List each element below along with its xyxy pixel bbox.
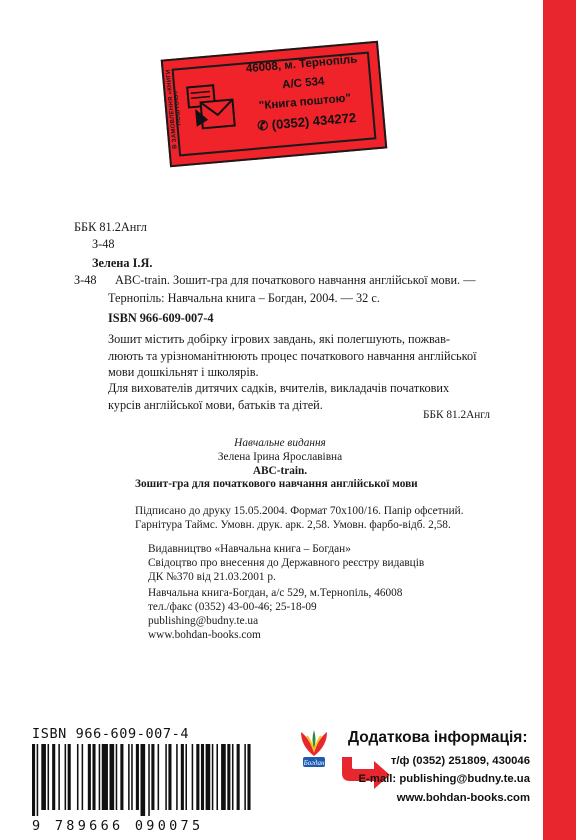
barcode-bar (120, 744, 123, 810)
barcode-isbn-label: ISBN 966-609-007-4 (32, 726, 190, 742)
publisher-logo-icon (297, 728, 331, 772)
description-line-1: Зошит містить добірку ігрових завдань, які полегшують, пожвав- (108, 332, 450, 346)
barcode-bar (32, 744, 35, 816)
barcode-bar (110, 744, 115, 810)
barcode-bar (206, 744, 211, 810)
barcode-bar (48, 744, 50, 810)
barcode-bar (165, 744, 167, 810)
barcode-bar (151, 744, 154, 810)
certificate-line-2: ДК №370 від 21.03.2001 р. (148, 571, 276, 583)
publisher-website: www.bohdan-books.com (148, 629, 261, 641)
author-code-2: З-48 (74, 273, 97, 287)
barcode-bar (102, 744, 108, 810)
book-title: ABC-train. (252, 465, 308, 477)
barcode-bar (212, 744, 214, 810)
barcode-bar (37, 744, 39, 816)
additional-website: www.bohdan-books.com (396, 792, 530, 804)
barcode-bars (28, 744, 304, 816)
publisher-phone: тел./факс (0352) 43-00-46; 25-18-09 (148, 601, 317, 613)
stamp-box: А/С 534 (281, 75, 325, 92)
barcode-bar (196, 744, 199, 810)
additional-email: E-mail: publishing@budny.te.ua (358, 773, 530, 785)
description-line-3: мови дошкільнят і школярів. (108, 365, 259, 379)
stamp-side-text: В ЗАМОВЛЕННЯ «КНИГИ ПОШТОЮ» (165, 68, 183, 149)
catalog-title-line-1: ABC-train. Зошит-гра для початкового навчання англійської мови. — (115, 273, 476, 287)
barcode-bar (99, 744, 101, 810)
barcode-bar (136, 744, 139, 810)
additional-info-title: Додаткова інформація: (348, 729, 528, 746)
barcode-bar (201, 744, 204, 810)
stamp-text-block (241, 50, 367, 136)
catalog-title-line-2: Тернопіль: Навчальна книга – Богдан, 2004. — 32 с. (108, 291, 380, 305)
barcode-bar (82, 744, 84, 810)
barcode-bar (185, 744, 187, 810)
barcode-bar (244, 744, 246, 810)
barcode-bar (237, 744, 240, 810)
barcode-bar (247, 744, 250, 810)
barcode-bar (221, 744, 226, 810)
barcode-bar (148, 744, 150, 816)
certificate-line-1: Свідоцтво про внесення до Державного реєстру видавців (148, 557, 425, 569)
isbn-barcode (26, 726, 306, 836)
print-info-line-1: Підписано до друку 15.05.2004. Формат 70x100/16. Папір офсетний. (135, 505, 464, 517)
red-edge-strip (543, 0, 576, 840)
barcode-bar (65, 744, 67, 810)
barcode-bar (41, 744, 46, 810)
edition-type: Навчальне видання (234, 437, 326, 449)
publisher-name: Видавництво «Навчальна книга – Богдан» (148, 543, 351, 555)
book-subtitle: Зошит-гра для початкового навчання англійської мови (135, 478, 418, 490)
audience-line-2: курсів англійської мови, батьків та дітей. (108, 398, 323, 412)
barcode-bar (141, 744, 146, 816)
barcode-bar (158, 744, 160, 810)
bbk-code-2: ББК 81.2Англ (423, 409, 491, 421)
barcode-bar (131, 744, 133, 810)
catalog-isbn: ISBN 966-609-007-4 (108, 311, 214, 325)
print-info-line-2: Гарнітура Таймс. Умовн. друк. арк. 2,58. Умовн. фарбо-відб. 2,58. (135, 519, 451, 531)
barcode-bar (68, 744, 71, 810)
barcode-bar (216, 744, 218, 810)
additional-phone: т/ф (0352) 251809, 430046 (390, 755, 530, 767)
stamp-name: "Книга поштою" (258, 92, 352, 113)
barcode-bar (92, 744, 95, 810)
publisher-address: Навчальна книга-Богдан, а/с 529, м.Тернопіль, 46008 (148, 587, 403, 599)
barcode-bar (168, 744, 171, 810)
barcode-bar (58, 744, 60, 810)
stamp-address: 46008, м. Тернопіль (245, 53, 358, 76)
barcode-bar (181, 744, 184, 810)
author-full-name: Зелена Ірина Ярославівна (217, 451, 343, 463)
barcode-bar (52, 744, 55, 810)
audience-line-1: Для вихователів дитячих садків, вчителів, викладачів початкових (108, 381, 450, 395)
mail-order-stamp (161, 41, 388, 168)
author-short: Зелена І.Я. (92, 256, 153, 270)
author-code: З-48 (92, 237, 115, 251)
description-line-2: люють та урізноманітнюють процес початкового навчання англійської (108, 349, 477, 363)
publisher-email: publishing@budny.te.ua (148, 615, 259, 627)
logo-text: Богдан (303, 759, 325, 767)
mail-envelope-icon (182, 73, 241, 135)
barcode-digits: 9 789666 090075 (32, 818, 204, 834)
barcode-bar (227, 744, 230, 810)
barcode-bar (77, 744, 79, 810)
barcode-bar (232, 744, 234, 810)
stamp-phone: ✆ (0352) 434272 (256, 109, 357, 134)
barcode-bar (176, 744, 178, 810)
barcode-bar (88, 744, 91, 810)
barcode-bar (192, 744, 194, 810)
bbk-code: ББК 81.2Англ (74, 220, 147, 234)
barcode-bar (116, 744, 118, 810)
barcode-bar (128, 744, 130, 810)
